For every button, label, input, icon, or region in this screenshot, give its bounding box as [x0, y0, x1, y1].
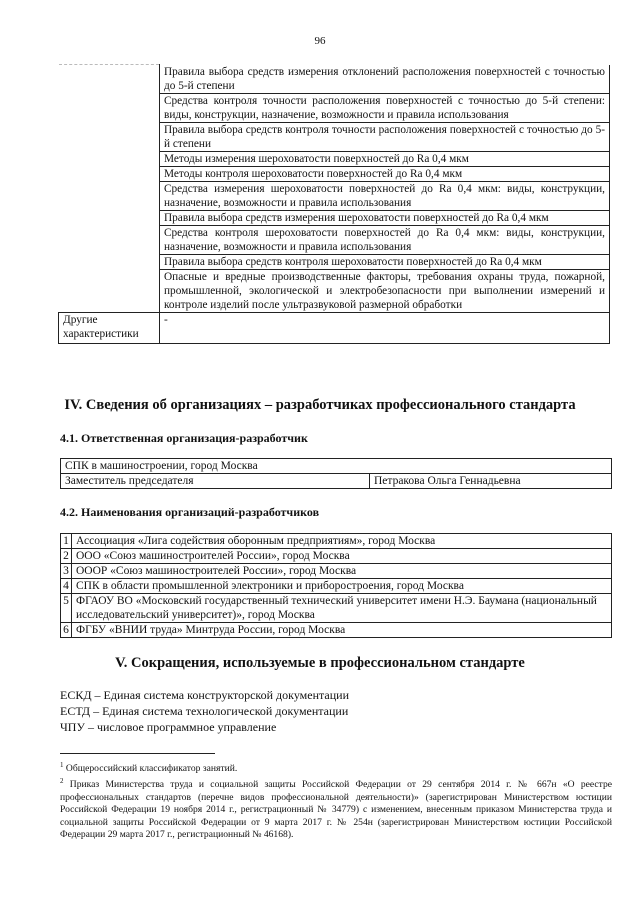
section-4-1-heading: 4.1. Ответственная организация-разработчик — [60, 431, 308, 445]
table-row: Средства контроля точности расположения поверхностей с точностью до 5-й степени: виды, конструкции, назначение, возможности и правила использования — [160, 93, 610, 122]
other-characteristics-label: Другие характеристики — [59, 312, 160, 343]
org-person: Петракова Ольга Геннадьевна — [370, 474, 612, 489]
row-number: 1 — [61, 534, 72, 549]
footnote-2 — [60, 775, 612, 841]
org-name: СПК в машиностроении, город Москва — [61, 459, 612, 474]
table-row: Правила выбора средств контроля точности расположения поверхностей с точностью до 5-й степени — [160, 122, 610, 151]
developer-name: СПК в области промышленной электроники и приборостроения, город Москва — [72, 579, 612, 594]
section-4-title: IV. Сведения об организациях – разработчиках профессионального стандарта — [64, 397, 576, 413]
abbreviation-item: ЧПУ – числовое программное управление — [60, 720, 277, 734]
table-row — [61, 534, 612, 549]
other-characteristics-value: - — [160, 312, 610, 343]
abbreviation-item: ЕСТД – Единая система технологической документации — [60, 704, 349, 718]
table-row: Методы контроля шероховатости поверхностей до Ra 0,4 мкм — [160, 166, 610, 181]
table-row: Опасные и вредные производственные факторы, требования охраны труда, пожарной, промышленной, экологической и электробезопасности при выполнении измерений и контроле изделий после ультразвуковой размерной обработки — [160, 269, 610, 312]
row-number: 5 — [61, 594, 72, 623]
footnote-text: Приказ Министерства труда и социальной защиты Российской Федерации от 29 сентября 2014 г. № 667н «О реестре профессиональных стандартов (перечне видов профессиональной деятельности)» (зарегистрирован Министерством юстиции Российской Федерации 19 ноября 2014 г., регистрационный № 34779) с изменением, внесенным приказом Министерства труда и социальной защиты Российской Федерации от 9 марта 2017 г. № 254н (зарегистрирован Министерством юстиции Российской Федерации 29 марта 2017 г., регистрационный № 46168). — [60, 779, 612, 840]
footnote-1 — [60, 759, 612, 775]
developer-name: Ассоциация «Лига содействия оборонным предприятиям», город Москва — [72, 534, 612, 549]
footnote-text: Общероссийский классификатор занятий. — [65, 763, 238, 775]
row-number: 4 — [61, 579, 72, 594]
table-row: Средства контроля шероховатости поверхностей до Ra 0,4 мкм: виды, конструкции, назначение, возможности и правила использования — [160, 225, 610, 254]
knowledge-table — [58, 64, 610, 344]
developer-name: ОООР «Союз машиностроителей России», город Москва — [72, 564, 612, 579]
table-row: Правила выбора средств измерения отклонений расположения поверхностей с точностью до 5-й степени — [160, 65, 610, 94]
page-number: 96 — [314, 35, 326, 47]
row-number: 6 — [61, 623, 72, 638]
table-row — [61, 549, 612, 564]
row-number: 2 — [61, 549, 72, 564]
table-row — [61, 564, 612, 579]
footnotes — [60, 759, 612, 841]
table-row: Правила выбора средств контроля шероховатости поверхностей до Ra 0,4 мкм — [160, 254, 610, 269]
footnote-divider — [60, 753, 215, 754]
section-5-title: V. Сокращения, используемые в профессиональном стандарте — [115, 655, 525, 671]
org-position: Заместитель председателя — [61, 474, 370, 489]
section-4-2-heading: 4.2. Наименования организаций-разработчиков — [60, 505, 320, 519]
developer-name: ФГБУ «ВНИИ труда» Минтруда России, город Москва — [72, 623, 612, 638]
table-row — [61, 594, 612, 623]
table-row: Методы измерения шероховатости поверхностей до Ra 0,4 мкм — [160, 151, 610, 166]
footnote-mark: 2 — [60, 777, 64, 786]
developer-name: ФГАОУ ВО «Московский государственный технический университет имени Н.Э. Баумана (национальный исследовательский университет)», город Москва — [72, 594, 612, 623]
developers-table — [60, 533, 612, 638]
developer-name: ООО «Союз машиностроителей России», город Москва — [72, 549, 612, 564]
table-row — [61, 579, 612, 594]
footnote-mark: 1 — [60, 761, 64, 769]
table-row — [61, 623, 612, 638]
table-row: Средства измерения шероховатости поверхностей до Ra 0,4 мкм: виды, конструкции, назначение, возможности и правила использования — [160, 181, 610, 210]
row-number: 3 — [61, 564, 72, 579]
responsible-org-table — [60, 458, 612, 489]
abbreviation-item: ЕСКД – Единая система конструкторской документации — [60, 688, 349, 702]
table-row: Правила выбора средств измерения шероховатости поверхностей до Ra 0,4 мкм — [160, 210, 610, 225]
empty-left-cell — [59, 65, 160, 313]
